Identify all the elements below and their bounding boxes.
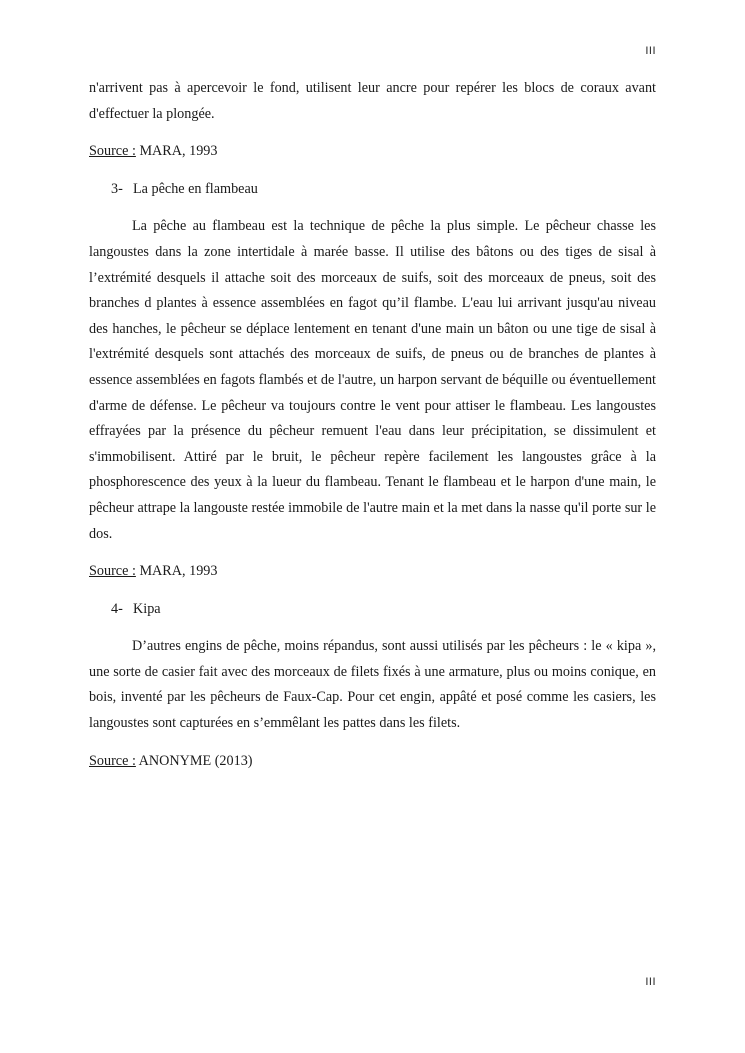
source-citation-3 — [89, 749, 656, 775]
page-content — [89, 76, 656, 774]
section-title: La pêche en flambeau — [133, 180, 258, 197]
source-text: MARA, 1993 — [135, 563, 218, 580]
source-text: MARA, 1993 — [135, 143, 218, 160]
section-number: 3- — [111, 180, 123, 197]
source-citation-2 — [89, 559, 656, 585]
section-4-paragraph: D’autres engins de pêche, moins répandus, sont aussi utilisés par les pêcheurs : le « kipa », une sorte de casier fait avec des morceaux de filets fixés à une armature, plus ou moins conique, en bois, inventé par les pêcheurs de Faux-Cap. Pour cet engin, appâté et posé comme les casiers, les langoustes sont capturées en s’emmêlant les pattes dans les filets. — [89, 638, 656, 732]
section-4-heading — [89, 597, 656, 623]
source-label: Source : — [89, 752, 136, 769]
page-number-bottom: III — [645, 976, 656, 988]
source-label: Source : — [89, 143, 136, 160]
source-citation-1 — [89, 139, 656, 165]
section-title: Kipa — [133, 600, 161, 617]
source-text: ANONYME (2013) — [135, 752, 253, 769]
section-number: 4- — [111, 600, 123, 617]
page-number-top: III — [645, 45, 656, 57]
section-3-heading — [89, 177, 656, 203]
source-label: Source : — [89, 563, 136, 580]
section-3-paragraph: La pêche au flambeau est la technique de pêche la plus simple. Le pêcheur chasse les langoustes dans la zone intertidale à marée basse. Il utilise des bâtons ou des tiges de sisal à l’extrémité desquels il attache soit des morceaux de suifs, soit des morceaux de pneus, soit des branches d plantes à essence assemblées en fagot qu’il flambe. L'eau lui arrivant jusqu'au niveau des hanches, le pêcheur se déplace lentement en tenant d'une main un bâton ou une tige de sisal à l'extrémité desquels sont attachés des morceaux de suifs, de pneus ou de branches de plantes à essence assemblées en fagots flambés et de l'autre, un harpon servant de béquille ou éventuellement d'arme de défense. Le pêcheur va toujours contre le vent pour attiser le flambeau. Les langoustes effrayées par la présence du pêcheur remuent l'eau dans leur précipitation, se dissimulent et s'immobilisent. Attiré par le bruit, le pêcheur repère facilement les langoustes grâce à la phosphorescence des yeux à la lueur du flambeau. Tenant le flambeau et le harpon d'une main, le pêcheur attrape la langouste restée immobile de l'autre main et la met dans la nasse qu'il porte sur le dos. — [89, 218, 656, 542]
intro-paragraph: n'arrivent pas à apercevoir le fond, utilisent leur ancre pour repérer les blocs de coraux avant d'effectuer la plongée. — [89, 80, 656, 122]
